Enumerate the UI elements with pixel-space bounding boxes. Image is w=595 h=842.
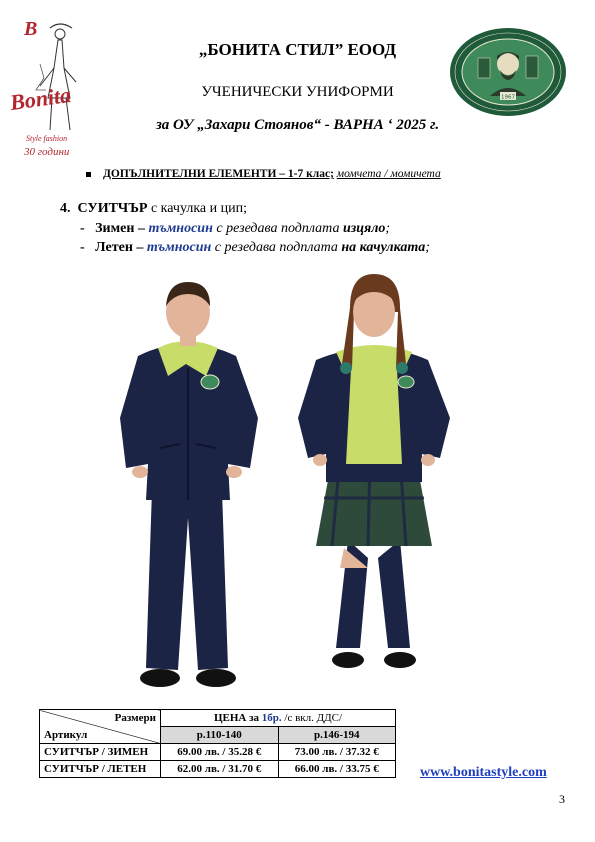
variant-winter xyxy=(80,221,390,237)
variant-tail: изцяло xyxy=(342,221,386,236)
section-heading xyxy=(86,168,441,180)
variant-dash: - xyxy=(80,240,85,255)
company-name: „БОНИТА СТИЛ” ЕООД xyxy=(198,40,397,59)
variant-color: тъмносин xyxy=(148,221,213,236)
seal-year: 1967 xyxy=(501,94,515,101)
variant-sep: – xyxy=(134,221,149,236)
website-link[interactable]: www.bonitastyle.com xyxy=(420,765,547,780)
page-number: 3 xyxy=(559,792,565,806)
price-cell: 69.00 лв. / 35.28 € xyxy=(161,744,279,761)
section-gender: момчета / момичета xyxy=(336,168,441,180)
document-subtitle: УЧЕНИЧЕСКИ УНИФОРМИ xyxy=(201,84,394,100)
article-cell: СУИТЧЪР / ЗИМЕН xyxy=(40,744,161,761)
variant-name: Летен xyxy=(95,240,133,255)
price-qty: 1бр. xyxy=(261,712,282,724)
table-row xyxy=(40,761,396,778)
boy-figure xyxy=(120,282,258,687)
article-cell: СУИТЧЪР / ЛЕТЕН xyxy=(40,761,161,778)
section-main: ДОПЪЛНИТЕЛНИ ЕЛЕМЕНТИ – 1-7 клас; xyxy=(103,168,334,180)
header-article: Артикул xyxy=(44,729,88,741)
variant-sep: – xyxy=(132,240,147,255)
girl-figure xyxy=(298,274,450,668)
variant-summer xyxy=(80,240,430,256)
table-header-row xyxy=(40,710,396,727)
square-bullet-icon xyxy=(86,172,91,177)
size-col: р.110-140 xyxy=(161,727,279,744)
variant-dash: - xyxy=(80,221,85,236)
variant-end: ; xyxy=(425,240,430,255)
price-prefix: ЦЕНА за xyxy=(213,712,262,724)
logo-years: 30 години xyxy=(24,146,70,158)
variant-color: тъмносин xyxy=(146,240,212,255)
variant-mid: с резедава подплата xyxy=(211,240,342,255)
variant-end: ; xyxy=(385,221,391,236)
school-line: за ОУ „Захари Стоянов“ - ВАРНА ‘ 2025 г. xyxy=(155,117,440,133)
price-header xyxy=(161,710,396,727)
table-row xyxy=(40,744,396,761)
item-name: СУИТЧЪР xyxy=(77,201,148,216)
header-diagonal-cell xyxy=(40,710,161,744)
price-cell: 62.00 лв. / 31.70 € xyxy=(161,761,279,778)
header-sizes: Размери xyxy=(114,712,156,724)
uniform-photo xyxy=(110,268,460,700)
logo-brand: Bonita xyxy=(8,81,73,116)
item-title xyxy=(60,201,247,217)
variant-tail: на качулката xyxy=(341,240,426,255)
size-col: р.146-194 xyxy=(278,727,396,744)
variant-mid: с резедава подплата xyxy=(212,221,343,236)
item-desc: с качулка и цип; xyxy=(147,201,247,216)
variant-name: Зимен xyxy=(95,221,135,236)
logo-letter: B xyxy=(24,18,38,40)
price-cell: 73.00 лв. / 37.32 € xyxy=(278,744,396,761)
logo-tagline: Style fashion xyxy=(26,134,68,143)
price-table xyxy=(39,709,396,778)
item-number: 4. xyxy=(60,201,71,216)
price-suffix: /с вкл. ДДС/ xyxy=(281,712,343,724)
price-cell: 66.00 лв. / 33.75 € xyxy=(278,761,396,778)
